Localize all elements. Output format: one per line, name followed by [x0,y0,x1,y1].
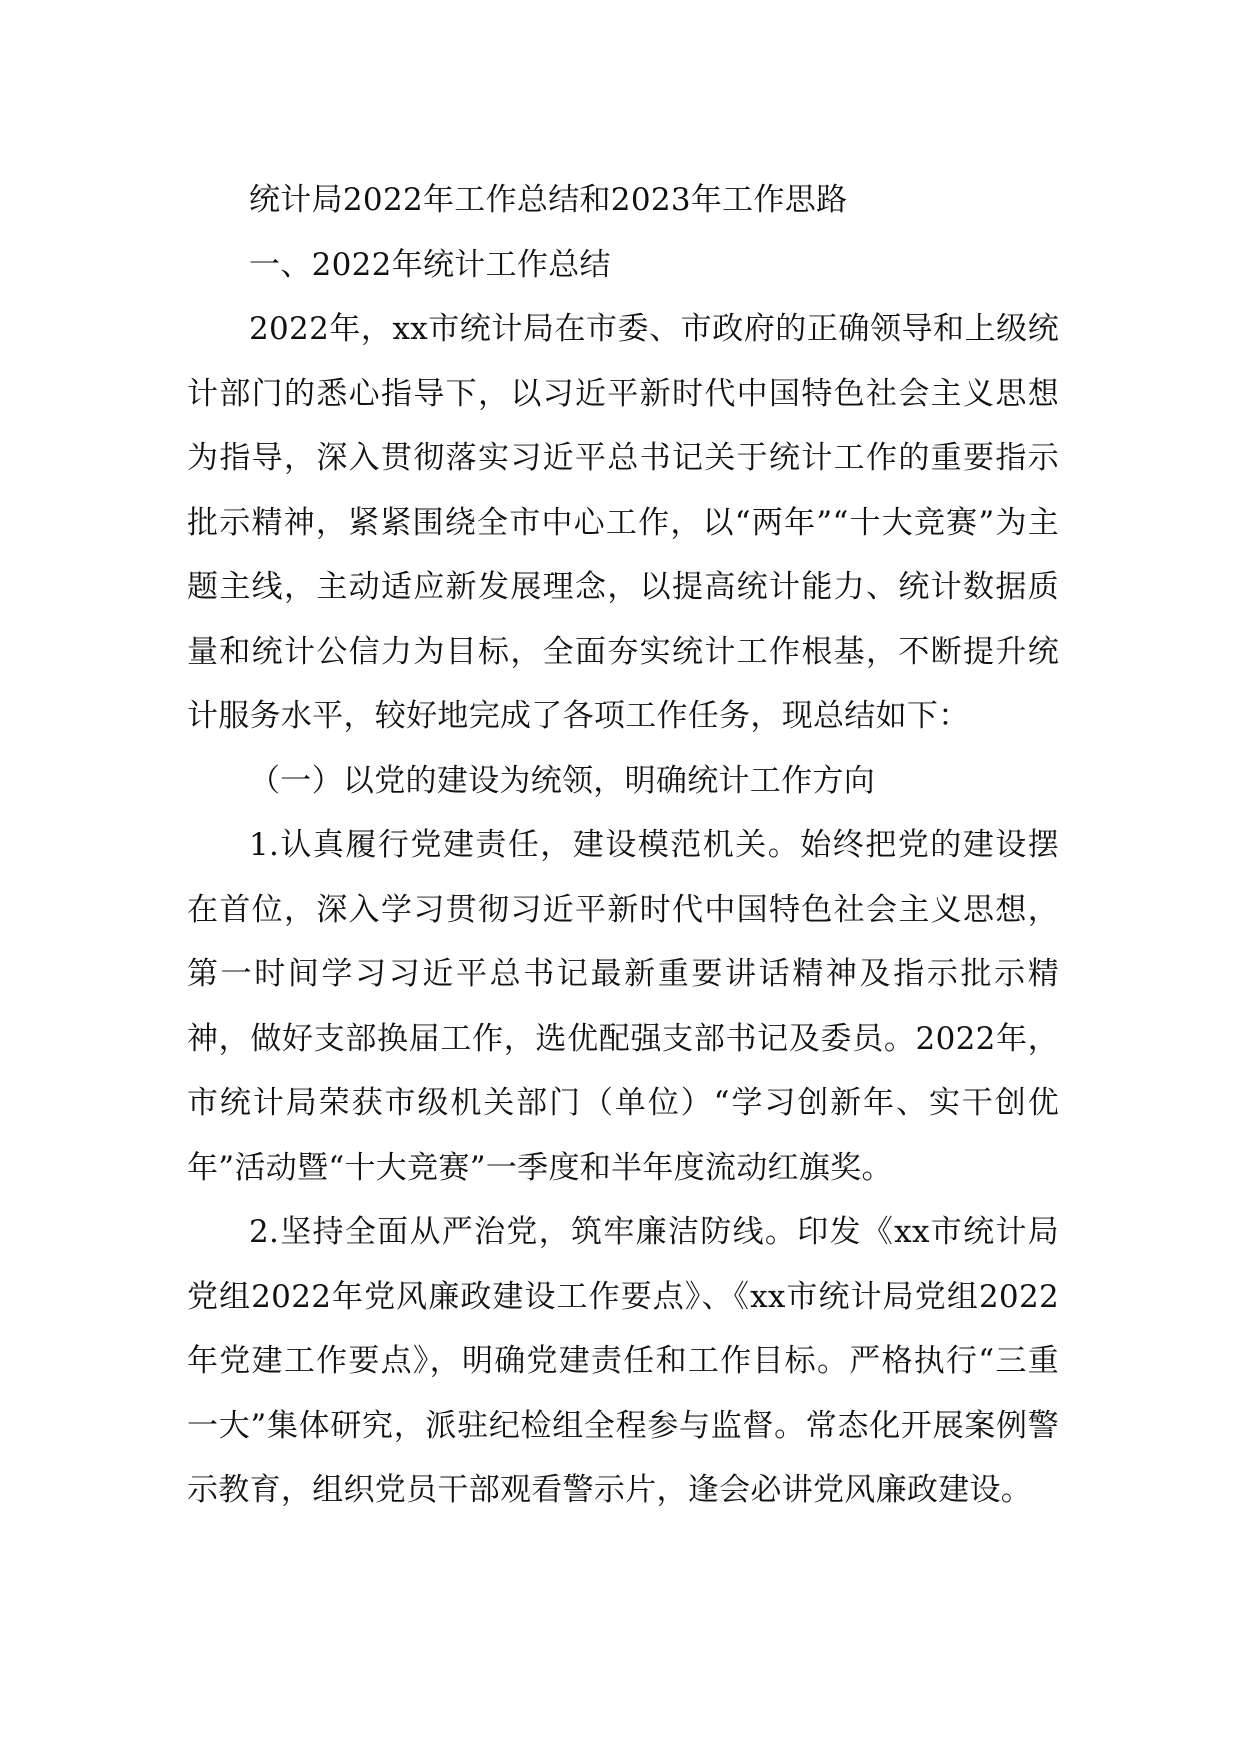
document-body [187,168,1059,1523]
intro-paragraph: 2022年，xx市统计局在市委、市政府的正确领导和上级统计部门的悉心指导下，以习近平新时代中国特色社会主义思想为指导，深入贯彻落实习近平总书记关于统计工作的重要指示批示精神，紧紧围绕全市中心工作，以“两年”“十大竞赛”为主题主线，主动适应新发展理念，以提高统计能力、统计数据质量和统计公信力为目标，全面夯实统计工作根基，不断提升统计服务水平，较好地完成了各项工作任务，现总结如下： [187,311,1059,734]
document-title: 统计局2022年工作总结和2023年工作思路 [249,182,848,218]
subsection-heading: （一）以党的建设为统领，明确统计工作方向 [249,762,875,799]
item-paragraph-2: 2.坚持全面从严治党，筑牢廉洁防线。印发《xx市统计局党组2022年党风廉政建设工作要点》、《xx市统计局党组2022年党建工作要点》，明确党建责任和工作目标。严格执行“三重一大”集体研究，派驻纪检组全程参与监督。常态化开展案例警示教育，组织党员干部观看警示片，逢会必讲党风廉政建设。 [187,1214,1059,1508]
section-heading: 一、2022年统计工作总结 [249,246,611,283]
item-paragraph-1: 1.认真履行党建责任，建设模范机关。始终把党的建设摆在首位，深入学习贯彻习近平新时代中国特色社会主义思想，第一时间学习习近平总书记最新重要讲话精神及指示批示精神，做好支部换届工作，选优配强支部书记及委员。2022年，市统计局荣获市级机关部门（单位）“学习创新年、实干创优年”活动暨“十大竞赛”一季度和半年度流动红旗奖。 [187,827,1059,1186]
